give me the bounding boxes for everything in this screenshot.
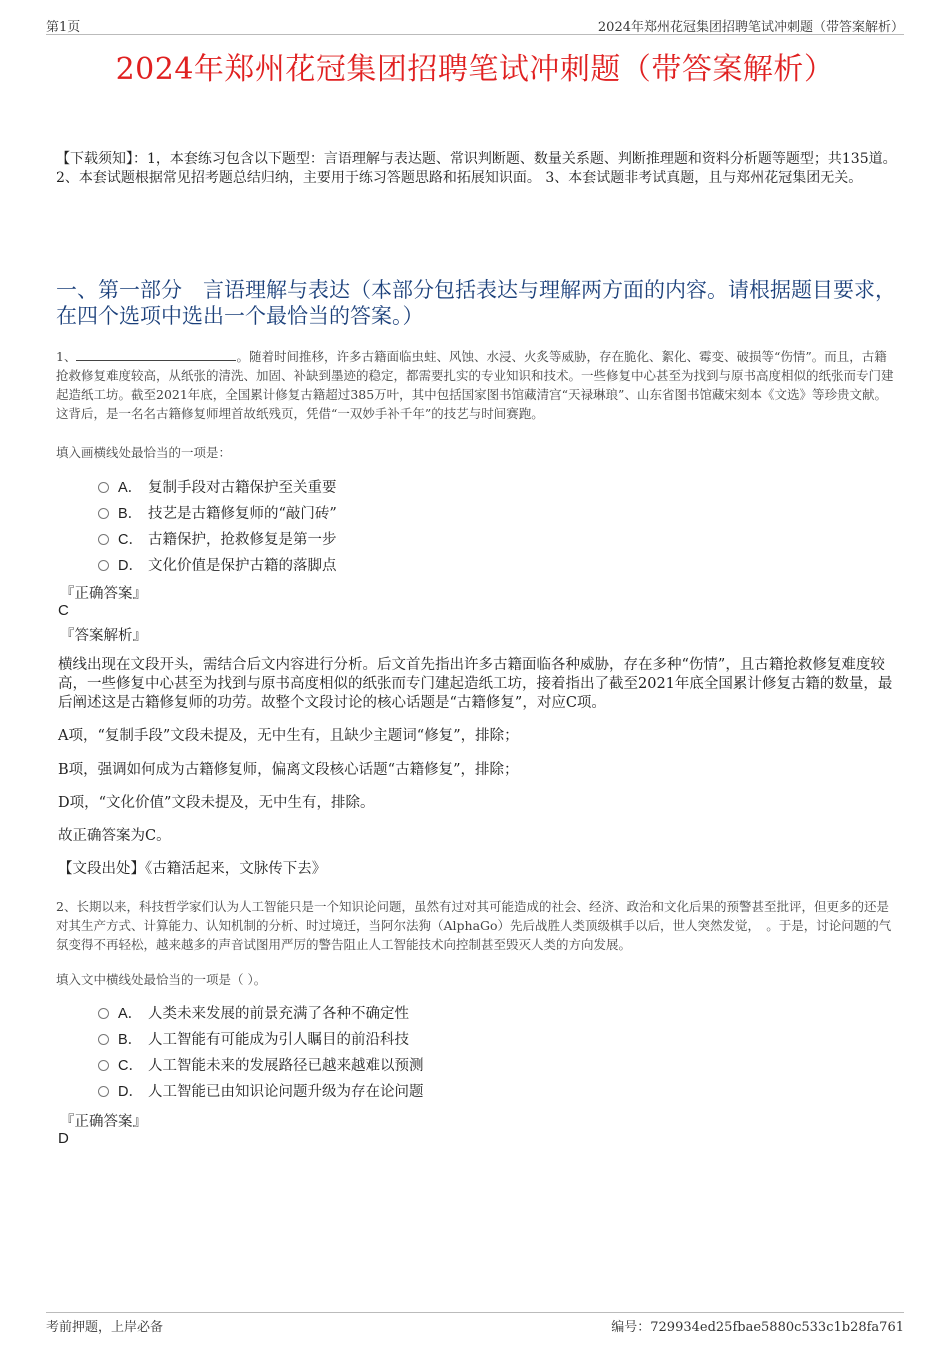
analysis-label: 『答案解析』 (60, 628, 147, 644)
radio-icon[interactable] (98, 482, 109, 493)
option-a[interactable]: A． 人类未来发展的前景充满了各种不确定性 (98, 999, 424, 1025)
question-1-options (98, 473, 337, 577)
answer-value: D (58, 1130, 69, 1147)
answer-label: 『正确答案』 (60, 586, 147, 602)
footer-slogan: 考前押题，上岸必备 (46, 1320, 164, 1335)
download-notice: 【下载须知】：1，本套练习包含以下题型：言语理解与表达题、常识判断题、数量关系题、判断推理题和资料分析题等题型；共135道。 2、本套试题根据常见招考题总结归纳，主要用于练习答题思路和拓展知识面。 3、本套试题非考试真题，且与郑州花冠集团无关。 (56, 151, 897, 186)
page-number: 第1页 (46, 20, 81, 35)
page-footer (46, 1312, 904, 1333)
section-heading: 一、第一部分 言语理解与表达（本部分包括表达与理解两方面的内容。请根据题目要求，在四个选项中选出一个最恰当的答案。） (56, 278, 896, 328)
radio-icon[interactable] (98, 508, 109, 519)
question-1-number: 1、 (56, 349, 77, 364)
question-2-text: 2、长期以来，科技哲学家们认为人工智能只是一个知识论问题，虽然有过对其可能造成的社会、经济、政治和文化后果的预警甚至批评，但更多的还是对其生产方式、计算能力、认知机制的分析、时过境迁，当阿尔法狗（AlphaGo）先后战胜人类顶级棋手以后，世人突然发觉， 。于是，讨论问题的气氛变得不再轻松，越来越多的声音试图用严厉的警告阻止人工智能技术向控制甚至毁灭人类的方向发展。 (56, 899, 892, 952)
question-2-prompt: 填入文中横线处最恰当的一项是（ ）。 (56, 972, 267, 987)
analysis-source: 【文段出处】《古籍活起来，文脉传下去》 (58, 861, 327, 877)
analysis-option-d: D项，“文化价值”文段未提及，无中生有，排除。 (58, 795, 375, 811)
radio-icon[interactable] (98, 1086, 109, 1097)
option-d[interactable]: D． 人工智能已由知识论问题升级为存在论问题 (98, 1077, 424, 1103)
fill-blank (76, 348, 236, 361)
question-1-body: 。随着时间推移，许多古籍面临虫蛀、风蚀、水浸、火炙等威胁，存在脆化、絮化、霉变、破损等“伤情”。而且，古籍抢救修复难度较高，从纸张的清洗、加固、补缺到墨迹的稳定，都需要扎实的专业知识和技术。一些修复中心甚至为找到与原书高度相似的纸张而专门建起造纸工坊。截至2021年底，全国累计修复古籍超过385万叶，其中包括国家图书馆藏清宫“天禄琳琅”、山东省图书馆藏宋刻本《文选》等珍贵文献。这背后，是一名名古籍修复师埋首故纸残页，凭借“一双妙手补千年”的技艺与时间赛跑。 (56, 349, 894, 421)
radio-icon[interactable] (98, 560, 109, 571)
document-id: 编号：729934ed25fbae5880c533c1b28fa761 (611, 1320, 904, 1335)
option-b[interactable]: B． 技艺是古籍修复师的“敲门砖” (98, 499, 337, 525)
analysis-paragraph: 横线出现在文段开头，需结合后文内容进行分析。后文首先指出许多古籍面临各种威胁，存在多种“伤情”，且古籍抢救修复难度较高，一些修复中心甚至为找到与原书高度相似的纸张而专门建起造纸工坊，接着指出了截至2021年底全国累计修复古籍的数量，最后阐述这是古籍修复师的功劳。故整个文段讨论的核心话题是“古籍修复”，对应C项。 (58, 657, 893, 711)
option-c[interactable]: C． 人工智能未来的发展路径已越来越难以预测 (98, 1051, 424, 1077)
question-1-prompt: 填入画横线处最恰当的一项是： (56, 445, 232, 460)
answer-label: 『正确答案』 (60, 1114, 147, 1130)
document-title: 2024年郑州花冠集团招聘笔试冲刺题（带答案解析） (115, 52, 835, 87)
analysis-conclusion: 故正确答案为C。 (58, 828, 171, 844)
option-b[interactable]: B． 人工智能有可能成为引人瞩目的前沿科技 (98, 1025, 424, 1051)
radio-icon[interactable] (98, 534, 109, 545)
radio-icon[interactable] (98, 1060, 109, 1071)
page-header (46, 16, 904, 35)
question-1-text (56, 347, 896, 423)
radio-icon[interactable] (98, 1034, 109, 1045)
radio-icon[interactable] (98, 1008, 109, 1019)
analysis-option-a: A项，“复制手段”文段未提及，无中生有，且缺少主题词“修复”，排除； (58, 728, 519, 744)
answer-value: C (58, 602, 69, 619)
option-c[interactable]: C． 古籍保护，抢救修复是第一步 (98, 525, 337, 551)
option-d[interactable]: D． 文化价值是保护古籍的落脚点 (98, 551, 337, 577)
header-title: 2024年郑州花冠集团招聘笔试冲刺题（带答案解析） (597, 20, 904, 35)
question-2-options (98, 999, 424, 1103)
option-a[interactable]: A． 复制手段对古籍保护至关重要 (98, 473, 337, 499)
analysis-option-b: B项，强调如何成为古籍修复师，偏离文段核心话题“古籍修复”，排除； (58, 762, 519, 778)
